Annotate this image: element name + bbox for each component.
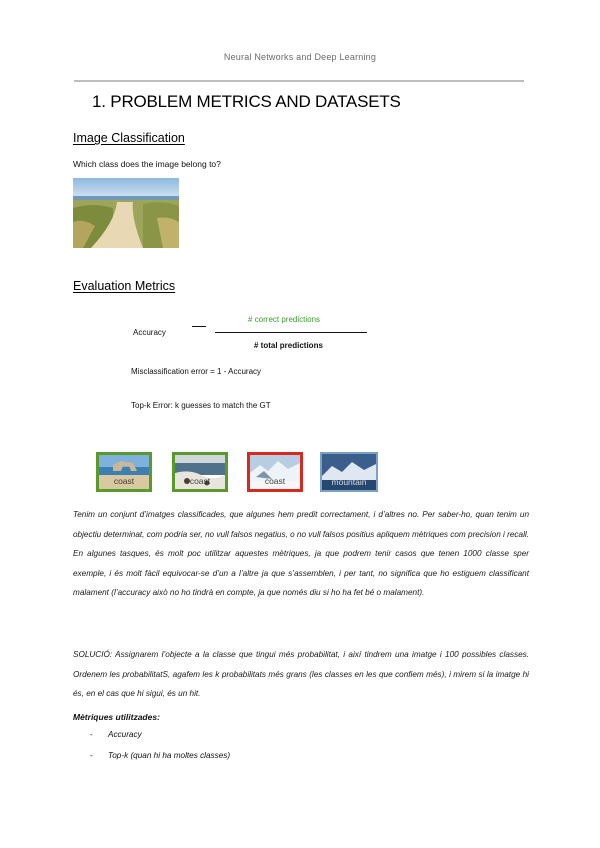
header-rule [74, 80, 524, 82]
thumbnail-label: coast [189, 476, 211, 486]
list-item [90, 751, 230, 760]
thumbnail-coast-arch [96, 452, 152, 492]
fraction-bar [215, 332, 367, 333]
thumbnail-label: coast [113, 476, 135, 486]
list-item-text: Top-k (quan hi ha moltes classes) [108, 751, 231, 760]
formula-numerator: # correct predictions [248, 315, 321, 324]
running-header: Neural Networks and Deep Learning [223, 52, 377, 62]
topk-definition: Top-k Error: k guesses to match the GT [131, 401, 271, 410]
bullet-dash: - [90, 751, 93, 760]
list-item-text: Accuracy [108, 730, 142, 739]
list-item [90, 730, 142, 739]
section-title: 1. PROBLEM METRICS AND DATASETS [92, 92, 401, 111]
thumbnail-mountain [320, 452, 378, 492]
paragraph-explanation: Tenim un conjunt d’imatges classificades, que algunes hem predit correctament, i d’altres no. Per saber-ho, quan tenim un objectiu determinat, com podria ser, no vull falsos negatius, o no vull falsos positius apliquem mètriques com precision i recall. En algunes tasques, és molt poc utilitzar aquestes mètriques, ja que podrem tenir casos que tenen 1000 classe sper exemple, i és molt fàcil equivocar-se d’un a l’altre ja que s’assemblen, i per tant, no significa que ho estiguem classificant malament (l’accuracy això no ho tindrà en compte, ja que només diu si ho ha fet bé o malament). [73, 510, 529, 597]
metrics-used-label: Mètriques utilitzades: [73, 712, 160, 722]
misclassification-formula: Misclassification error = 1 - Accuracy [131, 367, 262, 376]
equals-sign [192, 326, 206, 327]
classification-question: Which class does the image belong to? [73, 159, 221, 169]
evaluation-metrics-heading: Evaluation Metrics [73, 279, 176, 293]
thumbnail-coast-rocks [172, 452, 228, 492]
formula-denominator: # total predictions [254, 341, 323, 350]
thumbnail-snowy-coast [247, 452, 303, 492]
thumbnail-label: coast [264, 476, 286, 486]
paragraph-solution: SOLUCIÓ: Assignarem l’objecte a la classe que tingui més probabilitat, i així tindrem una imatge i 100 possibles classes. Ordenem les probabilitatS, agafem les k probabilitats més grans (les classes en les que confiem més), i mirem si la imatge hi és, en el cas que hi sigui, és un hit. [73, 650, 529, 698]
image-classification-heading: Image Classification [73, 131, 185, 145]
beach-photo [73, 178, 179, 248]
bullet-dash: - [90, 730, 93, 739]
accuracy-label: Accuracy [133, 328, 166, 337]
thumbnail-label: mountain [331, 477, 367, 487]
